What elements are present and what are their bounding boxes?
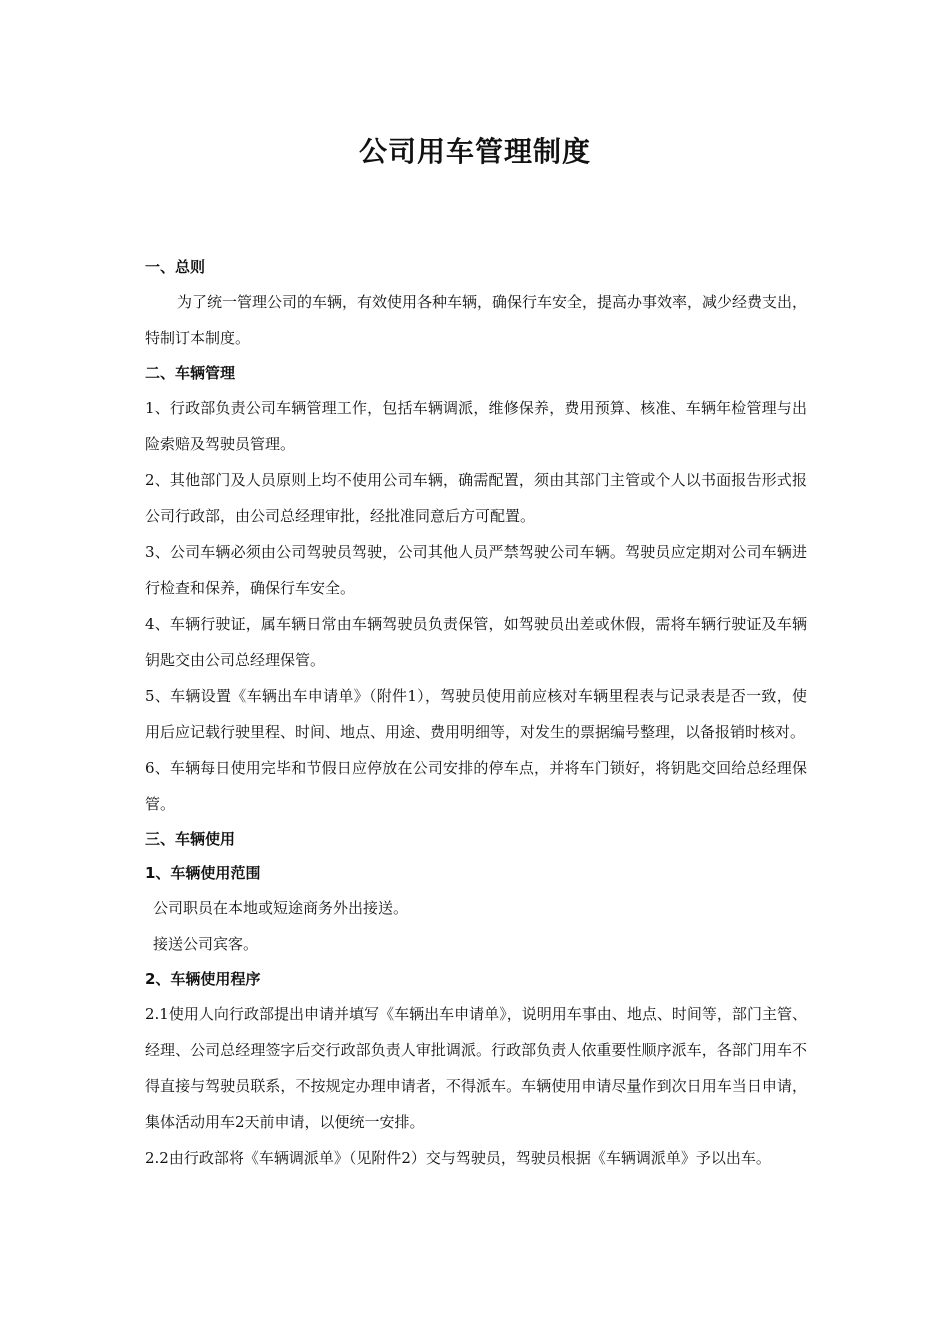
document-title: 公司用车管理制度 bbox=[358, 135, 591, 168]
paragraph: 6、车辆每日使用完毕和节假日应停放在公司安排的停车点，并将车门锁好，将钥匙交回给总经理保管。 bbox=[145, 759, 807, 813]
list-item: 接送公司宾客。 bbox=[153, 935, 259, 953]
paragraph: 1、行政部负责公司车辆管理工作，包括车辆调派，维修保养，费用预算、核准、车辆年检管理与出险索赔及驾驶员管理。 bbox=[145, 399, 807, 453]
paragraph: 4、车辆行驶证，属车辆日常由车辆驾驶员负责保管，如驾驶员出差或休假，需将车辆行驶证及车辆钥匙交由公司总经理保管。 bbox=[145, 615, 807, 669]
section-heading: 二、车辆管理 bbox=[145, 364, 236, 382]
section-heading: 三、车辆使用 bbox=[145, 830, 236, 848]
subsection-heading: 2、车辆使用程序 bbox=[145, 970, 261, 988]
subsection-heading: 1、车辆使用范围 bbox=[145, 864, 261, 882]
paragraph: 2.2由行政部将《车辆调派单》（见附件2）交与驾驶员，驾驶员根据《车辆调派单》予以出车。 bbox=[145, 1149, 771, 1167]
paragraph: 5、车辆设置《车辆出车申请单》（附件1），驾驶员使用前应核对车辆里程表与记录表是否一致，使用后应记载行驶里程、时间、地点、用途、费用明细等，对发生的票据编号整理，以备报销时核对。 bbox=[145, 687, 807, 741]
paragraph: 2.1使用人向行政部提出申请并填写《车辆出车申请单》，说明用车事由、地点、时间等，部门主管、经理、公司总经理签字后交行政部负责人审批调派。行政部负责人依重要性顺序派车，各部门用车不得直接与驾驶员联系，不按规定办理申请者，不得派车。车辆使用申请尽量作到次日用车当日申请，集体活动用车2天前申请，以便统一安排。 bbox=[145, 1005, 807, 1131]
document-body bbox=[145, 250, 807, 1176]
paragraph: 为了统一管理公司的车辆，有效使用各种车辆，确保行车安全，提高办事效率，减少经费支出，特制订本制度。 bbox=[145, 293, 808, 347]
section-heading: 一、总则 bbox=[145, 258, 206, 276]
paragraph: 3、公司车辆必须由公司驾驶员驾驶，公司其他人员严禁驾驶公司车辆。驾驶员应定期对公司车辆进行检查和保养，确保行车安全。 bbox=[145, 543, 807, 597]
paragraph: 2、其他部门及人员原则上均不使用公司车辆，确需配置，须由其部门主管或个人以书面报告形式报公司行政部，由公司总经理审批，经批准同意后方可配置。 bbox=[145, 471, 807, 525]
list-item: 公司职员在本地或短途商务外出接送。 bbox=[153, 899, 409, 917]
